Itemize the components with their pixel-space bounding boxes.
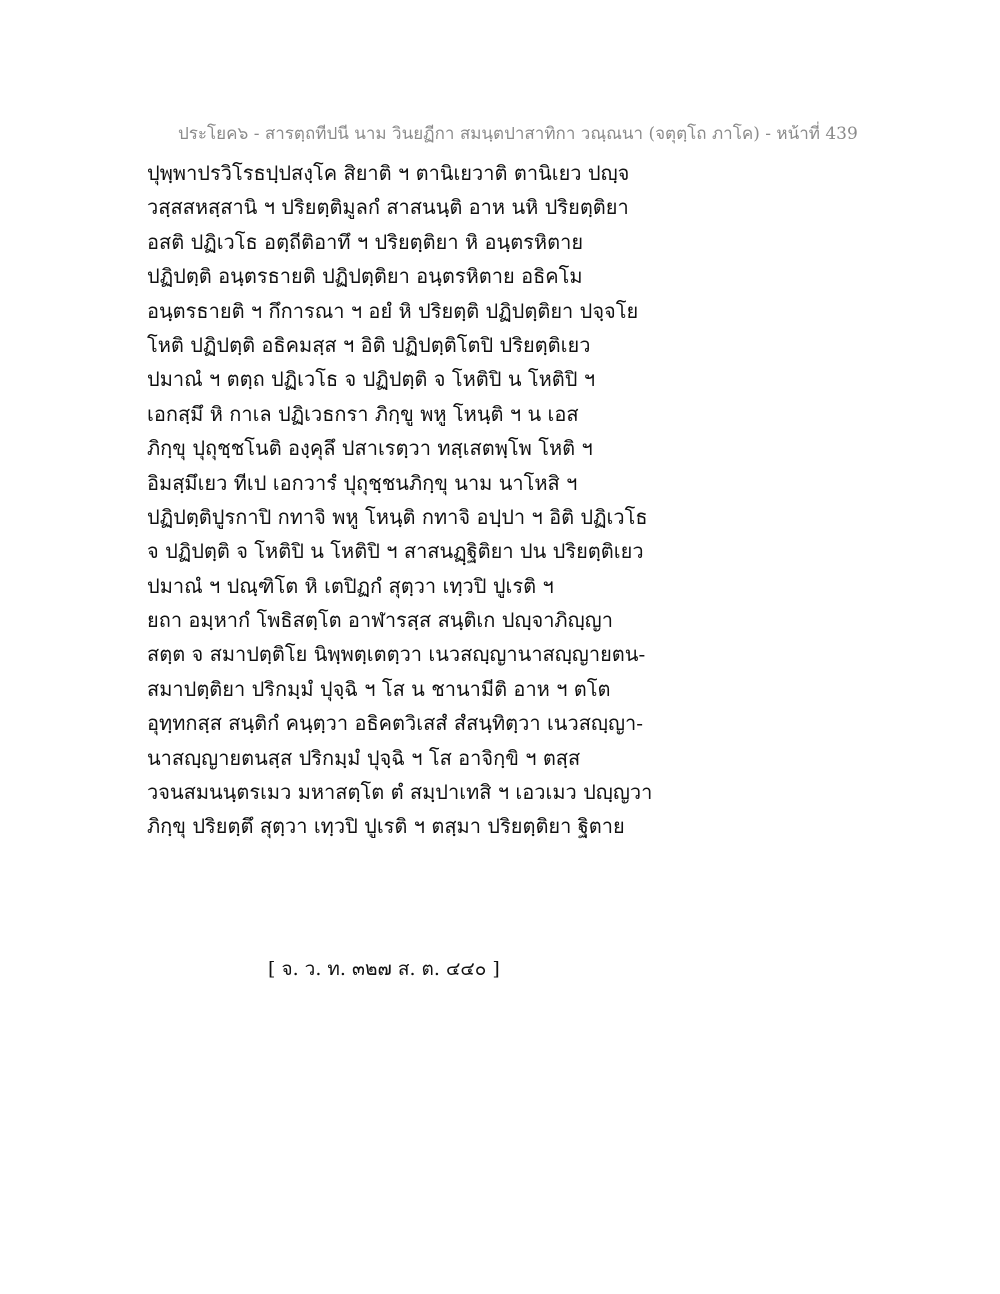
- text-line: สมาปตฺติยา ปริกมฺมํ ปุจฺฉิ ฯ โส น ชานามีติ อาห ฯ ตโต: [147, 676, 611, 701]
- text-line: สตฺต จ สมาปตฺติโย นิพฺพตฺเตตฺวา เนวสญฺญานาสญฺญายตน-: [147, 642, 646, 667]
- text-line: ปฏิปตฺติปูรกาปิ กทาจิ พหู โหนฺติ กทาจิ อปฺปา ฯ อิติ ปฏิเวโธ: [147, 504, 648, 529]
- text-line: อุทฺทกสฺส สนฺติกํ คนฺตฺวา อธิคตวิเสสํ สํสนฺทิตฺวา เนวสญฺญา-: [147, 711, 643, 736]
- text-line: นาสญฺญายตนสฺส ปริกมฺมํ ปุจฺฉิ ฯ โส อาจิกฺขิ ฯ ตสฺส: [147, 745, 581, 770]
- text-line: จ ปฏิปตฺติ จ โหติปิ น โหติปิ ฯ สาสนฏฺฐิติยา ปน ปริยตฺติเยว: [147, 539, 644, 564]
- text-line: ปมาณํ ฯ ปณฺฑิโต หิ เตปิฏกํ สุตฺวา เทฺวปิ ปูเรติ ฯ: [147, 573, 554, 598]
- text-line: เอกสฺมึ หิ กาเล ปฏิเวธกรา ภิกฺขู พหู โหนฺติ ฯ น เอส: [147, 401, 579, 426]
- text-line: อสติ ปฏิเวโธ อตฺถีติอาทึ ฯ ปริยตฺติยา หิ อนฺตรหิตาย: [147, 229, 584, 254]
- body-text: [147, 156, 867, 844]
- text-line: วจนสมนนฺตรเมว มหาสตฺโต ตํ สมฺปาเทสิ ฯ เอวเมว ปญฺญวา: [147, 780, 653, 805]
- text-line: อิมสฺมึเยว ทีเป เอกวารํ ปุถุชฺชนภิกฺขุ นาม นาโหสิ ฯ: [147, 470, 578, 495]
- text-line: ภิกฺขุ ปริยตฺตึ สุตฺวา เทฺวปิ ปูเรติ ฯ ตสฺมา ปริยตฺติยา ฐิตาย: [147, 814, 625, 839]
- footnote-reference: [ จ. ว. ท. ๓๒๗ ส. ต. ๔๔๐ ]: [268, 958, 500, 980]
- text-line: ยถา อมฺหากํ โพธิสตฺโต อาฬารสฺส สนฺติเก ปญฺจาภิญฺญา: [147, 608, 613, 633]
- text-line: โหติ ปฏิปตฺติ อธิคมสฺส ฯ อิติ ปฏิปตฺติโตปิ ปริยตฺติเยว: [147, 332, 591, 357]
- text-line: อนฺตรธายติ ฯ กึการณา ฯ อยํ หิ ปริยตฺติ ปฏิปตฺติยา ปจฺจโย: [147, 298, 639, 323]
- text-line: ภิกฺขุ ปุถุชฺชโนติ องฺคุลึ ปสาเรตฺวา ทสฺเสตพฺโพ โหติ ฯ: [147, 436, 593, 461]
- text-line: ปมาณํ ฯ ตตฺถ ปฏิเวโธ จ ปฏิปตฺติ จ โหติปิ น โหติปิ ฯ: [147, 367, 596, 392]
- text-line: วสฺสสหสฺสานิ ฯ ปริยตฺติมูลกํ สาสนนฺติ อาห นหิ ปริยตฺติยา: [147, 195, 629, 220]
- running-header: ประโยค๖ - สารตฺถทีปนี นาม วินยฏีกา สมนฺตปาสาทิกา วณฺณนา (จตุตฺโถ ภาโค) - หน้าที่ 439: [178, 124, 858, 144]
- text-line: ปุพฺพาปรวิโรธปฺปสงฺโค สิยาติ ฯ ตานิเยวาติ ตานิเยว ปญฺจ: [147, 161, 630, 185]
- text-line: ปฏิปตฺติ อนฺตรธายติ ปฏิปตฺติยา อนฺตรหิตาย อธิคโม: [147, 264, 583, 289]
